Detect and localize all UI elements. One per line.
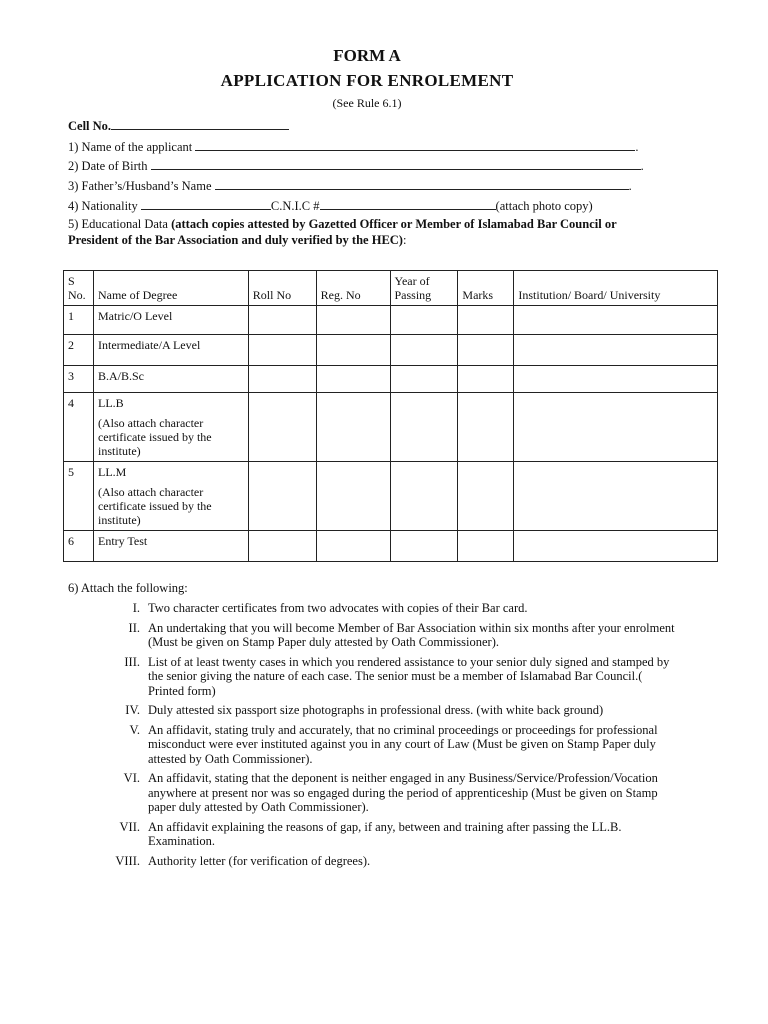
reg-no-cell[interactable] — [316, 393, 390, 462]
reg-no-cell[interactable] — [316, 531, 390, 562]
education-table — [63, 270, 718, 562]
list-item-number: I. — [132, 601, 140, 615]
year-cell[interactable] — [390, 335, 458, 366]
dob-blank[interactable] — [151, 157, 641, 170]
roll-no-cell[interactable] — [248, 306, 316, 335]
roll-no-cell[interactable] — [248, 462, 316, 531]
institution-cell[interactable] — [514, 462, 718, 531]
rule-reference: (See Rule 6.1) — [332, 96, 402, 110]
roll-no-cell[interactable] — [248, 335, 316, 366]
edu-note: (attach copies attested by Gazetted Officer or Member of Islamabad Bar Council or President of the Bar Association and duly verified by the HEC) — [68, 217, 617, 247]
header-degree: Name of Degree — [93, 271, 248, 306]
list-item-text: Authority letter (for verification of degrees). — [148, 853, 371, 868]
nationality-row — [68, 197, 593, 214]
header-sno: S No. — [64, 271, 94, 306]
table-row — [64, 462, 718, 531]
list-item — [100, 703, 680, 718]
institution-cell[interactable] — [514, 366, 718, 393]
list-item-number: VIII. — [115, 853, 140, 868]
father-blank[interactable] — [215, 177, 629, 190]
year-cell[interactable] — [390, 462, 458, 531]
list-item-text: An undertaking that you will become Member of Bar Association within six months after your enrolment (Must be given on Stamp Paper duly attested by Oath Commissioner). — [148, 620, 675, 649]
dob-label: 2) Date of Birth — [68, 159, 148, 173]
list-item — [100, 655, 680, 699]
edu-colon: : — [402, 233, 407, 247]
cell-no-row — [68, 117, 289, 134]
list-item-text: An affidavit, stating that the deponent is neither engaged in any Business/Service/Profession/Vocation anywhere at present nor was so engaged during the period of apprenticeship (Must be given on Stamp paper duly attested by Oath Commissioner). — [148, 771, 658, 814]
institution-cell[interactable] — [514, 531, 718, 562]
dob-row: 2) Date of Birth . — [68, 159, 644, 173]
marks-cell[interactable] — [458, 306, 514, 335]
row-degree: LL.B — [97, 396, 124, 410]
name-label: 1) Name of the applicant — [68, 140, 193, 154]
list-item — [100, 820, 680, 849]
row-degree: Matric/O Level — [93, 306, 248, 335]
name-row: 1) Name of the applicant . — [68, 140, 639, 154]
institution-cell[interactable] — [514, 393, 718, 462]
reg-no-cell[interactable] — [316, 462, 390, 531]
row-degree: Intermediate/A Level — [93, 335, 248, 366]
list-item-text: Two character certificates from two advocates with copies of their Bar card. — [148, 601, 528, 615]
list-item — [100, 723, 680, 767]
cell-no-label: Cell No. — [68, 119, 112, 133]
photo-copy-note: (attach photo copy) — [495, 199, 593, 213]
list-item-number: IV. — [125, 703, 140, 717]
row-sno: 2 — [64, 335, 94, 366]
cell-no-blank[interactable] — [111, 117, 289, 130]
marks-cell[interactable] — [458, 335, 514, 366]
table-row — [64, 306, 718, 335]
table-row — [64, 531, 718, 562]
list-item — [100, 771, 680, 815]
list-item-text: An affidavit, stating truly and accurately, that no criminal proceedings or proceedings for professional misconduct were ever instituted against you in any court of Law (Must be given on Stamp Paper duly attested by Oath Commissioner). — [148, 722, 658, 766]
table-row — [64, 366, 718, 393]
list-item-text: List of at least twenty cases in which you rendered assistance to your senior duly signed and stamped by the senior giving the nature of each case. The senior must be a member of Islamabad Bar Council.( Printed form) — [148, 654, 670, 698]
nationality-blank[interactable] — [141, 197, 271, 210]
marks-cell[interactable] — [458, 462, 514, 531]
year-cell[interactable] — [390, 393, 458, 462]
father-row: 3) Father’s/Husband’s Name . — [68, 179, 632, 193]
roll-no-cell[interactable] — [248, 366, 316, 393]
row-sno: 5 — [64, 462, 94, 531]
row-degree: LL.M — [97, 465, 127, 479]
reg-no-cell[interactable] — [316, 366, 390, 393]
year-cell[interactable] — [390, 531, 458, 562]
list-item — [100, 601, 680, 616]
table-header-row — [64, 271, 718, 306]
header-roll-no: Roll No — [248, 271, 316, 306]
marks-cell[interactable] — [458, 366, 514, 393]
list-item-number: III. — [124, 654, 140, 669]
list-item-number: VI. — [123, 771, 140, 785]
attach-list — [100, 601, 680, 873]
row-degree-cell — [93, 393, 248, 462]
header-institution: Institution/ Board/ University — [514, 271, 718, 306]
row-sno: 1 — [64, 306, 94, 335]
year-cell[interactable] — [390, 366, 458, 393]
row-sno: 3 — [64, 366, 94, 393]
cnic-blank[interactable] — [320, 197, 496, 210]
reg-no-cell[interactable] — [316, 306, 390, 335]
year-cell[interactable] — [390, 306, 458, 335]
row-sno: 4 — [64, 393, 94, 462]
header-marks: Marks — [458, 271, 514, 306]
row-degree-note: (Also attach character certificate issued by the institute) — [97, 485, 212, 527]
name-blank[interactable] — [195, 138, 635, 151]
list-item-text: Duly attested six passport size photographs in professional dress. (with white back ground) — [148, 703, 604, 717]
institution-cell[interactable] — [514, 306, 718, 335]
row-degree: B.A/B.Sc — [93, 366, 248, 393]
marks-cell[interactable] — [458, 531, 514, 562]
list-item — [100, 854, 680, 869]
roll-no-cell[interactable] — [248, 393, 316, 462]
list-item-number: V. — [129, 722, 140, 737]
nationality-label: 4) Nationality — [68, 199, 138, 213]
header-year-of-passing: Year of Passing — [390, 271, 458, 306]
row-sno: 6 — [64, 531, 94, 562]
application-title: APPLICATION FOR ENROLEMENT — [220, 71, 514, 90]
list-item — [100, 621, 680, 650]
form-title: FORM A — [333, 46, 401, 65]
reg-no-cell[interactable] — [316, 335, 390, 366]
list-item-number: II. — [128, 620, 140, 635]
educational-data-heading — [68, 216, 668, 248]
table-row — [64, 393, 718, 462]
cnic-label: C.N.I.C # — [270, 199, 320, 213]
edu-label: 5) Educational Data — [68, 217, 168, 231]
father-label: 3) Father’s/Husband’s Name — [68, 179, 212, 193]
row-degree: Entry Test — [93, 531, 248, 562]
header-reg-no: Reg. No — [316, 271, 390, 306]
roll-no-cell[interactable] — [248, 531, 316, 562]
row-degree-note: (Also attach character certificate issued by the institute) — [97, 416, 212, 458]
row-degree-cell — [93, 462, 248, 531]
table-row — [64, 335, 718, 366]
list-item-text: An affidavit explaining the reasons of gap, if any, between and training after passing the LL.B. Examination. — [148, 819, 622, 848]
list-item-number: VII. — [119, 819, 140, 834]
institution-cell[interactable] — [514, 335, 718, 366]
marks-cell[interactable] — [458, 393, 514, 462]
attach-heading: 6) Attach the following: — [68, 581, 188, 595]
